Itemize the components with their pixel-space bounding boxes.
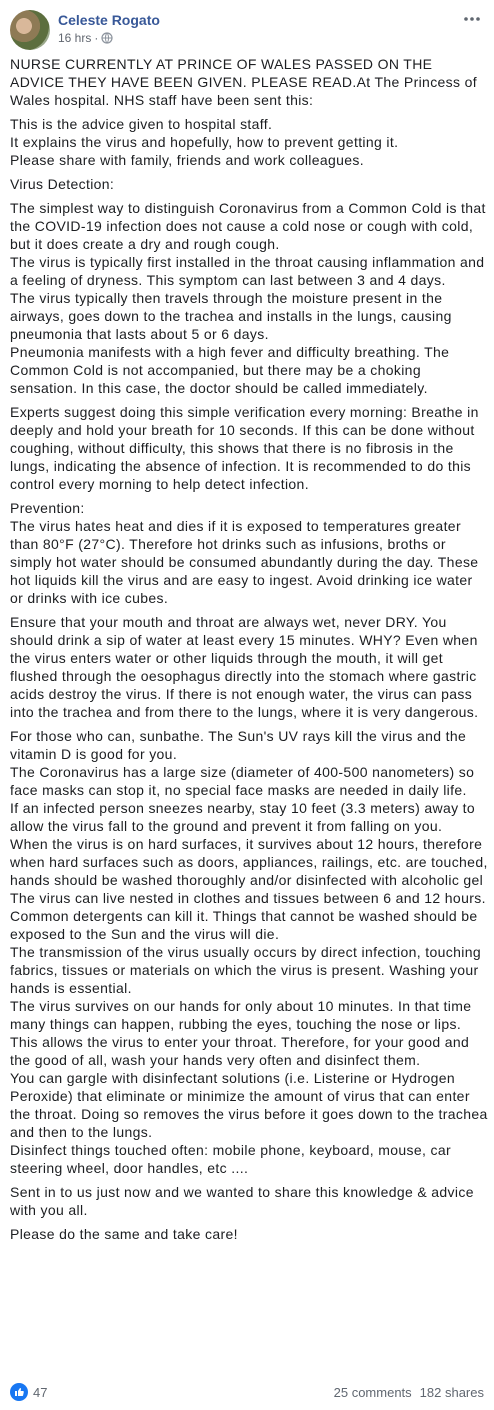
meta-separator: · bbox=[94, 31, 99, 45]
author-name[interactable]: Celeste Rogato bbox=[58, 12, 160, 28]
avatar[interactable] bbox=[10, 10, 50, 50]
globe-icon[interactable] bbox=[101, 32, 113, 44]
more-options-icon[interactable] bbox=[462, 12, 482, 24]
paragraph: Prevention: The virus hates heat and dies if it is exposed to temperatures greater than 80°F (27°C). Therefore hot drinks such as infusions, broths or simply hot water should be consumed abundantly during the day. These hot liquids kill the virus and are easy to ingest. Avoid drinking ice water or drinks with ice cubes. bbox=[10, 500, 479, 606]
post-time[interactable]: 16 hrs bbox=[58, 31, 92, 45]
paragraph: Ensure that your mouth and throat are always wet, never DRY. You should drink a sip of water at least every 15 minutes. WHY? Even when the virus enters water or other liquids through the mouth, it will get flushed through the oesophagus directly into the stomach where gastric acids destroy the virus. If there is not enough water, the virus can pass into the trachea and from there to the lungs, where it is very dangerous. bbox=[10, 614, 479, 720]
paragraph: Please do the same and take care! bbox=[10, 1226, 238, 1242]
paragraph: Virus Detection: bbox=[10, 176, 115, 192]
paragraph: Experts suggest doing this simple verification every morning: Breathe in deeply and hold your breath for 10 seconds. If this can be done without coughing, without difficulty, this shows that there is no fibrosis in the lungs, indicating the absence of infection. It is recommended to do this control every morning to help detect infection. bbox=[10, 404, 479, 492]
post-meta bbox=[58, 31, 113, 45]
reaction-count[interactable]: 47 bbox=[33, 1384, 48, 1400]
paragraph: Sent in to us just now and we wanted to share this knowledge & advice with you all. bbox=[10, 1184, 474, 1218]
paragraph: This is the advice given to hospital staff. It explains the virus and hopefully, how to prevent getting it. Please share with family, friends and work colleagues. bbox=[10, 116, 399, 168]
shares-count[interactable]: 182 shares bbox=[419, 1384, 484, 1400]
paragraph: NURSE CURRENTLY AT PRINCE OF WALES PASSED ON THE ADVICE THEY HAVE BEEN GIVEN. PLEASE READ.At The Princess of Wales hospital. NHS staff have been sent this: bbox=[10, 56, 477, 108]
comments-count[interactable]: 25 comments bbox=[333, 1384, 412, 1400]
post-footer bbox=[10, 1380, 484, 1404]
post-header bbox=[10, 10, 484, 50]
like-icon[interactable] bbox=[10, 1383, 28, 1401]
post-stats bbox=[334, 1385, 484, 1400]
post-body bbox=[10, 55, 488, 1249]
paragraph: For those who can, sunbathe. The Sun's UV rays kill the virus and the vitamin D is good for you. The Coronavirus has a large size (diameter of 400-500 nanometers) so face masks can stop it, no special face masks are needed in daily life. If an infected person sneezes nearby, stay 10 feet (3.3 meters) away to allow the virus fall to the ground and prevent it from falling on you. When the virus is on hard surfaces, it survives about 12 hours, therefore when hard surfaces such as doors, appliances, railings, etc. are touched, hands should be washed thoroughly and/or disinfected with alcoholic gel The virus can live nested in clothes and tissues between 6 and 12 hours. Common detergents can kill it. Things that cannot be washed should be exposed to the Sun and the virus will die. The transmission of the virus usually occurs by direct infection, touching fabrics, tissues or materials on which the virus is present. Washing your hands is essential. The virus survives on our hands for only about 10 minutes. In that time many things can happen, rubbing the eyes, touching the nose or lips. This allows the virus to enter your throat. Therefore, for your good and the good of all, wash your hands very often and disinfect them. You can gargle with disinfectant solutions (i.e. Listerine or Hydrogen Peroxide) that eliminate or minimize the amount of virus that can enter the throat. Doing so removes the virus before it goes down to the trachea and then to the lungs. Disinfect things touched often: mobile phone, keyboard, mouse, car steering wheel, door handles, etc .... bbox=[10, 728, 488, 1176]
paragraph: The simplest way to distinguish Coronavirus from a Common Cold is that the COVID-19 infection does not cause a cold nose or cough with cold, but it does create a dry and rough cough. The virus is typically first installed in the throat causing inflammation and a feeling of dryness. This symptom can last between 3 and 4 days. The virus typically then travels through the moisture present in the airways, goes down to the trachea and installs in the lungs, causing pneumonia that lasts about 5 or 6 days. Pneumonia manifests with a high fever and difficulty breathing. The Common Cold is not accompanied, but there may be a choking sensation. In this case, the doctor should be called immediately. bbox=[10, 200, 486, 396]
